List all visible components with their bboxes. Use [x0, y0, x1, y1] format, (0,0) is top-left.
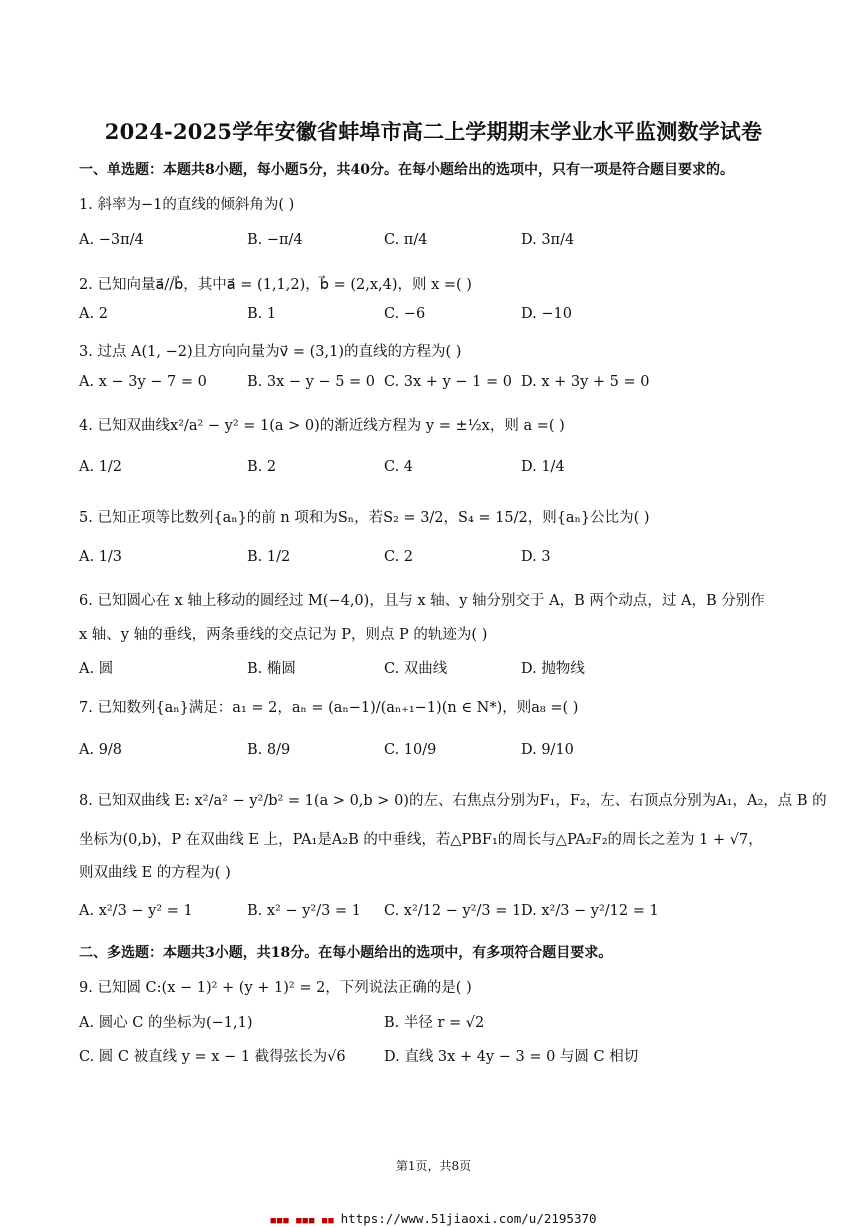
watermark-logo: ■■■ ■■■ ■■	[270, 1216, 335, 1226]
q4-option-b: B. 2	[247, 459, 277, 475]
question-6-line-2: x 轴、y 轴的垂线，两条垂线的交点记为 P，则点 P 的轨迹为( )	[79, 627, 488, 643]
question-8-line-3: 则双曲线 E 的方程为( )	[79, 865, 231, 881]
q3-option-a: A. x − 3y − 7 = 0	[79, 374, 207, 390]
q7-option-a: A. 9/8	[79, 742, 123, 758]
q1-option-d: D. 3π/4	[521, 232, 575, 248]
question-9: 9. 已知圆 C:(x − 1)² + (y + 1)² = 2，下列说法正确的是( )	[79, 980, 472, 996]
q9-option-a: A. 圆心 C 的坐标为(−1,1)	[79, 1015, 253, 1031]
question-5: 5. 已知正项等比数列{aₙ}的前 n 项和为Sₙ，若S₂ = 3/2，S₄ = 15/2，则{aₙ}公比为( )	[79, 510, 650, 526]
q7-option-d: D. 9/10	[521, 742, 574, 758]
q5-option-a: A. 1/3	[79, 549, 123, 565]
q7-option-c: C. 10/9	[384, 742, 437, 758]
page-footer: 第1页，共8页	[395, 1159, 472, 1173]
q4-option-d: D. 1/4	[521, 459, 565, 475]
q8-option-a: A. x²/3 − y² = 1	[79, 903, 193, 919]
q6-option-d: D. 抛物线	[521, 661, 585, 677]
q3-option-d: D. x + 3y + 5 = 0	[521, 374, 650, 390]
q2-option-d: D. −10	[521, 306, 572, 322]
q1-option-a: A. −3π/4	[79, 232, 144, 248]
section-heading-multiple-choice: 二、多选题：本题共3小题，共18分。在每小题给出的选项中，有多项符合题目要求。	[79, 945, 613, 961]
q4-option-c: C. 4	[384, 459, 414, 475]
q6-option-b: B. 椭圆	[247, 661, 296, 677]
watermark	[0, 1211, 867, 1226]
question-7: 7. 已知数列{aₙ}满足：a₁ = 2，aₙ = (aₙ−1)/(aₙ₊₁−1)(n ∈ N*)，则a₈ =( )	[79, 700, 579, 716]
question-3: 3. 过点 A(1, −2)且方向向量为v⃗ = (3,1)的直线的方程为( )	[79, 344, 462, 360]
q2-option-c: C. −6	[384, 306, 426, 322]
q8-option-c: C. x²/12 − y²/3 = 1	[384, 903, 522, 919]
q6-option-a: A. 圆	[79, 661, 114, 677]
q1-option-c: C. π/4	[384, 232, 428, 248]
question-4: 4. 已知双曲线x²/a² − y² = 1(a > 0)的渐近线方程为 y = ±½x，则 a =( )	[79, 418, 565, 434]
q5-option-b: B. 1/2	[247, 549, 291, 565]
q9-option-b: B. 半径 r = √2	[384, 1015, 485, 1031]
q2-option-a: A. 2	[79, 306, 108, 322]
q9-option-c: C. 圆 C 被直线 y = x − 1 截得弦长为√6	[79, 1049, 346, 1065]
q3-option-b: B. 3x − y − 5 = 0	[247, 374, 376, 390]
question-8-line-1: 8. 已知双曲线 E: x²/a² − y²/b² = 1(a > 0,b > 0)的左、右焦点分别为F₁，F₂，左、右顶点分别为A₁，A₂，点 B 的	[79, 793, 827, 809]
watermark-url: https://www.51jiaoxi.com/u/2195370	[340, 1211, 597, 1226]
q5-option-d: D. 3	[521, 549, 551, 565]
q9-option-d: D. 直线 3x + 4y − 3 = 0 与圆 C 相切	[384, 1049, 639, 1065]
page-title: 2024-2025学年安徽省蚌埠市高二上学期期末学业水平监测数学试卷	[104, 119, 763, 144]
question-6-line-1: 6. 已知圆心在 x 轴上移动的圆经过 M(−4,0)，且与 x 轴、y 轴分别交于 A，B 两个动点，过 A，B 分别作	[79, 593, 765, 609]
q3-option-c: C. 3x + y − 1 = 0	[384, 374, 512, 390]
q8-option-b: B. x² − y²/3 = 1	[247, 903, 361, 919]
q4-option-a: A. 1/2	[79, 459, 123, 475]
section-heading-single-choice: 一、单选题：本题共8小题，每小题5分，共40分。在每小题给出的选项中，只有一项是符合题目要求的。	[79, 162, 734, 178]
question-1: 1. 斜率为−1的直线的倾斜角为( )	[79, 197, 295, 213]
q1-option-b: B. −π/4	[247, 232, 303, 248]
question-2: 2. 已知向量a⃗//b⃗，其中a⃗ = (1,1,2)，b⃗ = (2,x,4)，则 x =( )	[79, 277, 472, 293]
q8-option-d: D. x²/3 − y²/12 = 1	[521, 903, 659, 919]
q7-option-b: B. 8/9	[247, 742, 291, 758]
q6-option-c: C. 双曲线	[384, 661, 448, 677]
question-8-line-2: 坐标为(0,b)，P 在双曲线 E 上，PA₁是A₂B 的中垂线，若△PBF₁的周长与△PA₂F₂的周长之差为 1 + √7，	[79, 832, 763, 848]
q2-option-b: B. 1	[247, 306, 277, 322]
q5-option-c: C. 2	[384, 549, 414, 565]
